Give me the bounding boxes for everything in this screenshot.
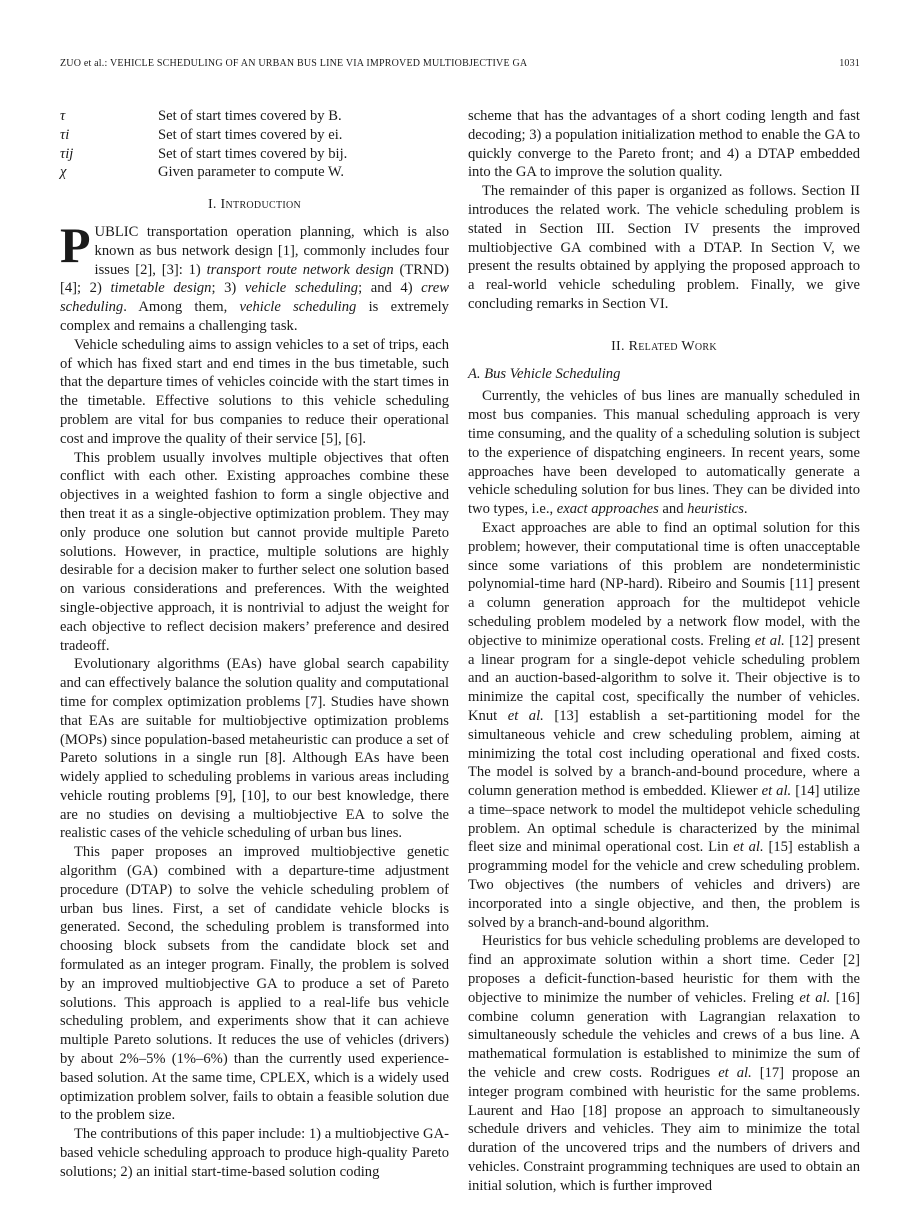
nomenclature-row <box>60 126 449 145</box>
nomenclature-symbol: τij <box>60 145 74 162</box>
nomenclature-description: Given parameter to compute W. <box>158 164 345 181</box>
nomenclature-symbol: χ <box>60 164 67 181</box>
nomenclature-symbol: τ <box>60 108 66 124</box>
nomenclature-description: Set of start times covered by B. <box>158 108 342 124</box>
nomenclature-row <box>60 163 449 182</box>
section-number: II. <box>611 338 625 354</box>
section-title: Related Work <box>628 338 717 354</box>
section-heading-related-work <box>468 338 860 357</box>
section-number: I. <box>207 197 217 213</box>
intro-paragraph-1 <box>60 216 449 336</box>
section-heading-introduction <box>60 196 449 215</box>
right-column <box>468 107 860 1196</box>
nomenclature-row <box>60 107 449 126</box>
section-title: Introduction <box>220 197 302 213</box>
nomenclature-symbol: τi <box>60 126 70 143</box>
nomenclature-description: Set of start times covered by bij. <box>158 145 348 162</box>
nomenclature-list <box>60 107 449 182</box>
paragraph-text: transportation operation planning, which is also known as bus network design [1], commonly includes four issues [2], [3]: 1) transport route network design (TRND) [4]; 2) timetable design; 3) vehicle scheduling; and 4) crew scheduling. Among them, vehicle scheduling is extremely complex and remains a challenging task. <box>60 223 449 334</box>
intro-paragraph-6: The contributions of this paper include: 1) a multiobjective GA-based vehicle scheduling approach to produce high-quality Pareto solutions; 2) an initial start-time-based solution coding <box>60 1126 449 1180</box>
drop-cap-word-rest: UBLIC <box>94 223 139 240</box>
nomenclature-row <box>60 145 449 164</box>
page-number: 1031 <box>839 58 860 69</box>
drop-cap: P <box>60 216 91 273</box>
related-paragraph-1: Currently, the vehicles of bus lines are manually scheduled in most bus companies. This manual scheduling approach is very time consuming, and the quality of a scheduling solution is subject to the experience of dispatching engineers. In recent years, some approaches have been developed to automatically generate a vehicle scheduling solution for bus lines. They can be divided into two types, i.e., exact approaches and heuristics. <box>468 388 860 518</box>
intro-paragraph-3: This problem usually involves multiple objectives that often conflict with each other. Existing approaches combine these objectives in a weighted fashion to form a single objective and then treat it as a single-objective optimization problem. They may only produce one solution but cannot provide multiple Pareto solutions. However, in practice, multiple solutions are highly desirable for a decision maker to further select one solution based on various considerations and preferences. With the weighted single-objective approach, it is nontrivial to adjust the weight for each objective to reflect decision makers’ preference and desired tradeoff. <box>60 449 449 654</box>
contributions-continuation: scheme that has the advantages of a short coding length and fast decoding; 3) a population initialization method to enable the GA to quickly converge to the Pareto front; and 4) a DTAP embedded into the GA to improve the solution quality. <box>468 108 860 181</box>
intro-paragraph-5: This paper proposes an improved multiobjective genetic algorithm (GA) combined with a departure-time adjustment procedure (DTAP) to solve the vehicle scheduling problem of urban bus lines. First, a set of candidate vehicle blocks is generated. Second, the scheduling problem is transformed into choosing block subsets from the candidate block set and formulated as an integer program. Finally, the problem is solved by an improved multiobjective GA to produce a set of Pareto solutions. This approach is applied to a real-life bus vehicle scheduling problem, and experiments show that it can achieve multiple Pareto solutions. It reduces the use of vehicles (drivers) by about 2%–5% (1%–6%) than the currently used experience-based solution. At the same time, CPLEX, which is a widely used optimization problem solver, fails to obtain a feasible solution due to the problem size. <box>60 844 449 1124</box>
running-title: ZUO et al.: VEHICLE SCHEDULING OF AN URBAN BUS LINE VIA IMPROVED MULTIOBJECTIVE GA <box>60 58 528 69</box>
subsection-heading-bus-vehicle-scheduling: A. Bus Vehicle Scheduling <box>468 365 621 382</box>
intro-paragraph-2: Vehicle scheduling aims to assign vehicles to a set of trips, each of which has fixed start and end times in the bus timetable, such that the departure times of vehicles coincide with the start times in the timetable. Effective solutions to this vehicle scheduling problem are vital for bus companies to reduce their operational cost and improve the quality of their service [5], [6]. <box>60 336 449 447</box>
intro-paragraph-4: Evolutionary algorithms (EAs) have global search capability and can effectively balance the solution quality and computational time for complex optimization problems [7]. Studies have shown that EAs are suitable for multiobjective optimization problems (MOPs) since population-based metaheuristic can produce a set of Pareto solutions in a single run [8]. Although EAs have been widely applied to scheduling problems in various areas including vehicle routing problems [9], [10], to our best knowledge, there are no studies on devising a multiobjective EA to solve the realistic cases of the vehicle scheduling of urban bus lines. <box>60 656 449 842</box>
related-paragraph-3: Heuristics for bus vehicle scheduling problems are developed to find an approximate solution within a short time. Ceder [2] proposes a deficit-function-based heuristic for them with the objective to minimize the number of vehicles. Freling et al. [16] combine column generation with Lagrangian relaxation to simultaneously schedule the vehicles and crews of a bus line. A mathematical formulation is established to minimize the sum of the vehicle and crew costs. Rodrigues et al. [17] propose an integer program combined with heuristic for the same problems. Laurent and Hao [18] propose an approach to simultaneously schedule drivers and vehicles. They aim to minimize the total duration of the uncovered trips and the numbers of drivers and vehicles. Constraint programming techniques are used to obtain an initial solution, which is further improved <box>468 933 860 1194</box>
left-column <box>60 107 449 1182</box>
nomenclature-description: Set of start times covered by ei. <box>158 126 343 143</box>
related-paragraph-2: Exact approaches are able to find an optimal solution for this problem; however, their computational time is often unacceptable since some variations of this problem are nondeterministic polynomial-time hard (NP-hard). Ribeiro and Soumis [11] present a column generation approach for the multidepot vehicle scheduling problem modeled by a network flow model, with the objective to minimize operational costs. Freling et al. [12] present a linear program for a single-depot vehicle scheduling problem and an auction-based-algorithm to solve it. Their objective is to minimize the capital cost, specifically the number of vehicles. Knut et al. [13] establish a set-partitioning model for the simultaneous vehicle and crew scheduling problem, aiming at minimizing the total cost including operational and fixed costs. The model is solved by a branch-and-bound procedure, where a column generation method is embedded. Kliewer et al. [14] utilize a time–space network to model the multidepot vehicle scheduling problem. An optimal schedule is characterized by the minimal fleet size and minimal operational cost. Lin et al. [15] establish a programming model for the vehicle and crew scheduling problem. Two objectives (the numbers of vehicles and drivers) are incorporated into a single objective, and then, the problem is solved by a branch-and-bound algorithm. <box>468 519 860 931</box>
organization-paragraph: The remainder of this paper is organized as follows. Section II introduces the related work. The vehicle scheduling problem is stated in Section III. Section IV presents the improved multiobjective GA combined with a DTAP. In Section V, we present the results obtained by applying the proposed approach to a real-world vehicle scheduling problem. Finally, we give concluding remarks in Section VI. <box>468 183 860 312</box>
